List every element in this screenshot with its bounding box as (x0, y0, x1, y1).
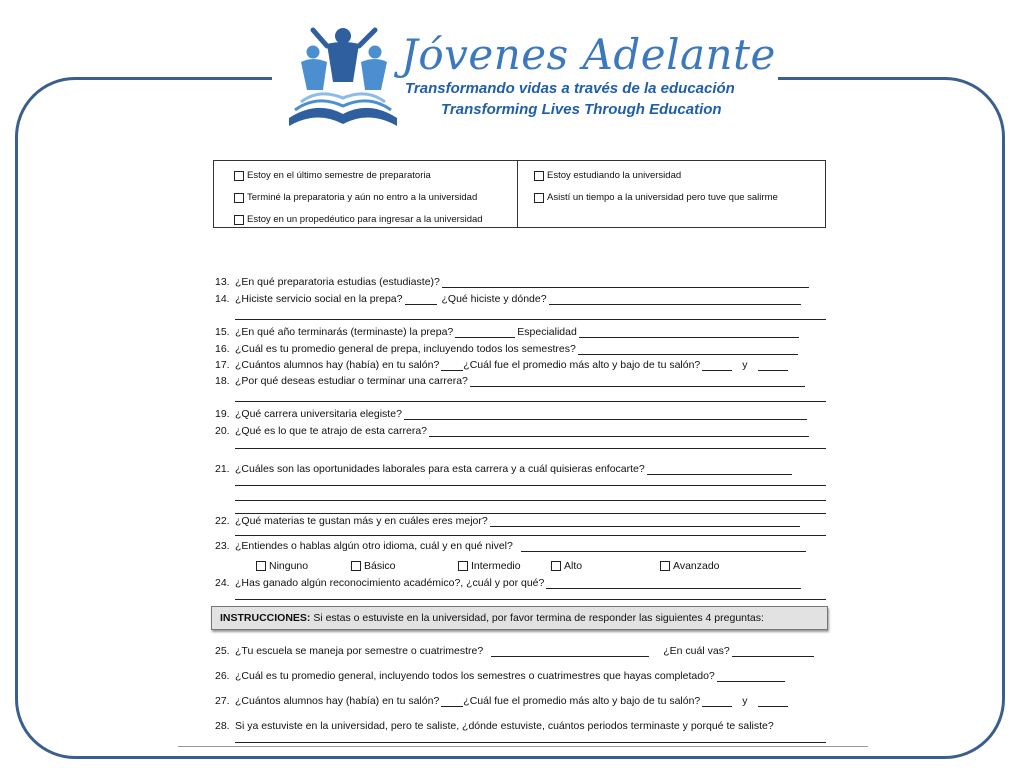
question-number: 26. (215, 670, 230, 682)
question-text: ¿Cuál fue el promedio más alto y bajo de tu salón? (463, 695, 701, 707)
answer-blank[interactable] (441, 360, 463, 371)
question-text: ¿En qué año terminarás (terminaste) la prepa? (235, 326, 454, 338)
answer-blank[interactable] (579, 327, 799, 338)
status-option[interactable] (534, 192, 778, 203)
question-number: 19. (215, 408, 230, 420)
question-text: ¿Cuántos alumnos hay (había) en tu salón? (235, 695, 440, 707)
level-option-basico[interactable] (351, 560, 396, 572)
answer-blank[interactable] (578, 344, 798, 355)
level-label: Alto (564, 560, 583, 572)
question-22 (215, 515, 800, 527)
checkbox[interactable] (660, 561, 670, 571)
question-text: ¿Qué carrera universitaria elegiste? (235, 408, 402, 420)
checkbox[interactable] (534, 171, 544, 181)
question-18 (215, 375, 805, 387)
answer-blank[interactable] (470, 376, 805, 387)
status-option[interactable] (234, 214, 483, 225)
question-number: 20. (215, 425, 230, 437)
instructions-label: INSTRUCCIONES: (220, 612, 311, 624)
question-text: ¿Qué hiciste y dónde? (441, 293, 547, 305)
question-text: y (742, 695, 748, 707)
checkbox[interactable] (534, 193, 544, 203)
question-text: ¿Has ganado algún reconocimiento académico?, ¿cuál y por qué? (235, 577, 545, 589)
level-label: Avanzado (673, 560, 720, 572)
question-text: ¿Cuántos alumnos hay (había) en tu salón? (235, 359, 440, 371)
answer-blank[interactable] (455, 327, 515, 338)
answer-line[interactable] (235, 535, 826, 536)
level-option-ninguno[interactable] (256, 560, 308, 572)
answer-blank[interactable] (429, 426, 809, 437)
answer-blank[interactable] (546, 578, 801, 589)
question-text: ¿Cuál es tu promedio general, incluyendo todos los semestres o cuatrimestres que hayas completado? (235, 670, 715, 682)
level-label: Ninguno (269, 560, 309, 572)
status-options-right (518, 161, 825, 227)
status-option-label: Estoy en un propedéutico para ingresar a la universidad (247, 214, 483, 225)
question-text: Si ya estuviste en la universidad, pero te saliste, ¿dónde estuviste, cuántos periodos terminaste y porqué te saliste? (235, 720, 774, 732)
question-number: 16. (215, 343, 230, 355)
question-number: 24. (215, 577, 230, 589)
answer-blank[interactable] (549, 294, 801, 305)
question-20 (215, 425, 809, 437)
answer-blank[interactable] (717, 671, 785, 682)
answer-line[interactable] (235, 401, 826, 402)
open-book-people-icon (283, 22, 403, 134)
answer-blank[interactable] (491, 646, 649, 657)
question-text: ¿Cuál es tu promedio general de prepa, incluyendo todos los semestres? (235, 343, 576, 355)
question-23 (215, 540, 806, 552)
checkbox[interactable] (458, 561, 468, 571)
level-option-alto[interactable] (551, 560, 582, 572)
answer-line[interactable] (235, 448, 826, 449)
instructions-banner (211, 606, 828, 630)
level-option-intermedio[interactable] (458, 560, 521, 572)
answer-line[interactable] (235, 485, 826, 486)
brand-subtitle-en: Transforming Lives Through Education (441, 101, 722, 118)
status-options-left (214, 161, 518, 227)
question-14 (215, 293, 801, 305)
answer-blank[interactable] (732, 646, 814, 657)
checkbox[interactable] (234, 215, 244, 225)
question-text: y (742, 359, 748, 371)
question-15 (215, 326, 799, 338)
question-number: 28. (215, 720, 230, 732)
question-number: 15. (215, 326, 230, 338)
page-bottom-rule (178, 746, 868, 747)
question-17 (215, 359, 788, 371)
question-text: Especialidad (517, 326, 577, 338)
question-number: 18. (215, 375, 230, 387)
instructions-text: Si estas o estuviste en la universidad, por favor termina de responder las siguientes 4 preguntas: (310, 612, 764, 624)
answer-line[interactable] (235, 742, 826, 743)
status-option[interactable] (234, 170, 431, 181)
question-text: ¿Qué es lo que te atrajo de esta carrera? (235, 425, 428, 437)
answer-line[interactable] (235, 599, 826, 600)
question-text: ¿En qué preparatoria estudias (estudiaste)? (235, 276, 440, 288)
question-text: ¿Hiciste servicio social en la prepa? (235, 293, 403, 305)
status-option[interactable] (534, 170, 681, 181)
answer-blank[interactable] (521, 541, 806, 552)
answer-blank[interactable] (405, 294, 437, 305)
answer-blank[interactable] (758, 696, 788, 707)
question-text: ¿En cuál vas? (663, 645, 730, 657)
status-option-label: Terminé la preparatoria y aún no entro a la universidad (247, 192, 478, 203)
status-option[interactable] (234, 192, 477, 203)
answer-blank[interactable] (702, 360, 732, 371)
question-number: 27. (215, 695, 230, 707)
status-option-label: Estoy estudiando la universidad (547, 170, 682, 181)
question-24 (215, 577, 801, 589)
question-number: 14. (215, 293, 230, 305)
checkbox[interactable] (256, 561, 266, 571)
answer-blank[interactable] (702, 696, 732, 707)
question-number: 22. (215, 515, 230, 527)
level-label: Básico (364, 560, 396, 572)
question-16 (215, 343, 798, 355)
question-text: ¿Por qué deseas estudiar o terminar una carrera? (235, 375, 468, 387)
question-text: ¿Tu escuela se maneja por semestre o cuatrimestre? (235, 645, 484, 657)
answer-blank[interactable] (758, 360, 788, 371)
checkbox[interactable] (234, 193, 244, 203)
status-option-label: Asistí un tiempo a la universidad pero tuve que salirme (547, 192, 778, 203)
checkbox[interactable] (551, 561, 561, 571)
question-number: 21. (215, 463, 230, 475)
question-number: 13. (215, 276, 230, 288)
checkbox[interactable] (234, 171, 244, 181)
question-27 (215, 695, 788, 707)
question-number: 23. (215, 540, 230, 552)
question-text: ¿Cuáles son las oportunidades laborales para esta carrera y a cuál quisieras enfocarte? (235, 463, 645, 475)
level-label: Intermedio (471, 560, 521, 572)
question-number: 25. (215, 645, 230, 657)
question-13 (215, 276, 809, 288)
checkbox[interactable] (351, 561, 361, 571)
answer-blank[interactable] (404, 409, 807, 420)
brand-logo (283, 22, 776, 134)
answer-line[interactable] (235, 500, 826, 501)
answer-line[interactable] (235, 319, 826, 320)
answer-blank[interactable] (441, 696, 463, 707)
question-26 (215, 670, 785, 682)
question-text: ¿Entiendes o hablas algún otro idioma, cuál y en qué nivel? (235, 540, 513, 552)
status-options-table (213, 160, 826, 228)
question-number: 17. (215, 359, 230, 371)
level-option-avanzado[interactable] (660, 560, 720, 572)
answer-blank[interactable] (490, 516, 800, 527)
status-option-label: Estoy en el último semestre de preparatoria (247, 170, 431, 181)
answer-blank[interactable] (647, 464, 792, 475)
answer-blank[interactable] (442, 277, 809, 288)
question-25 (215, 645, 814, 657)
question-19 (215, 408, 807, 420)
answer-line[interactable] (235, 513, 826, 514)
question-text: ¿Qué materias te gustan más y en cuáles eres mejor? (235, 515, 488, 527)
brand-title: Jóvenes Adelante (401, 30, 776, 79)
brand-subtitle-es: Transformando vidas a través de la educación (405, 80, 735, 97)
question-text: ¿Cuál fue el promedio más alto y bajo de tu salón? (463, 359, 701, 371)
question-28 (215, 720, 774, 732)
question-21 (215, 463, 792, 475)
